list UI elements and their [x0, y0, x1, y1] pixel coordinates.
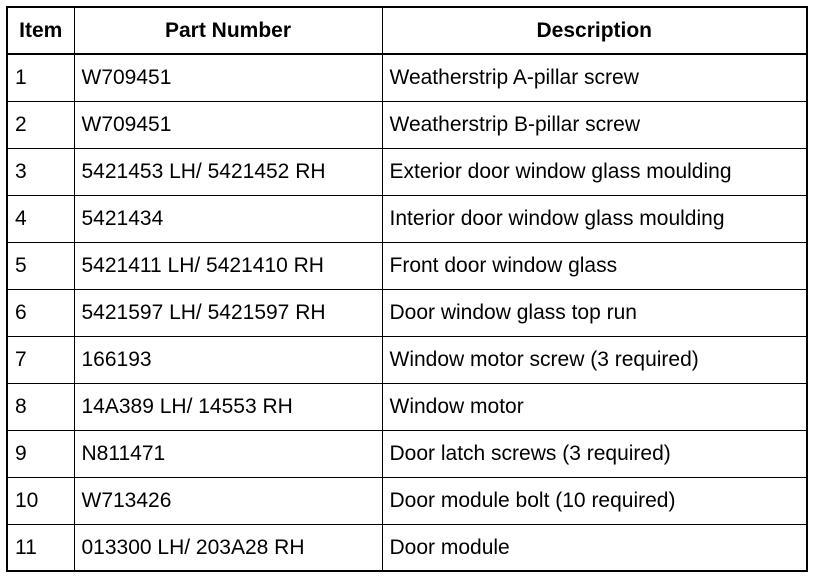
item-cell: 10 — [7, 477, 74, 524]
item-cell: 8 — [7, 383, 74, 430]
item-cell: 7 — [7, 336, 74, 383]
item-cell: 5 — [7, 242, 74, 289]
description-cell: Interior door window glass moulding — [382, 195, 807, 242]
column-header-part-number: Part Number — [74, 7, 382, 54]
table-row — [7, 148, 807, 195]
table-header-row — [7, 7, 807, 54]
part-number-cell: W713426 — [74, 477, 382, 524]
table-row — [7, 383, 807, 430]
column-header-item: Item — [7, 7, 74, 54]
item-cell: 4 — [7, 195, 74, 242]
table-row — [7, 195, 807, 242]
description-cell: Door latch screws (3 required) — [382, 430, 807, 477]
column-header-description: Description — [382, 7, 807, 54]
description-cell: Exterior door window glass moulding — [382, 148, 807, 195]
description-cell: Weatherstrip B-pillar screw — [382, 101, 807, 148]
part-number-cell: N811471 — [74, 430, 382, 477]
table-row — [7, 54, 807, 101]
table-row — [7, 242, 807, 289]
description-cell: Door window glass top run — [382, 289, 807, 336]
item-cell: 6 — [7, 289, 74, 336]
part-number-cell: 5421411 LH/ 5421410 RH — [74, 242, 382, 289]
item-cell: 3 — [7, 148, 74, 195]
description-cell: Window motor — [382, 383, 807, 430]
part-number-cell: 5421434 — [74, 195, 382, 242]
part-number-cell: 5421453 LH/ 5421452 RH — [74, 148, 382, 195]
description-cell: Window motor screw (3 required) — [382, 336, 807, 383]
part-number-cell: 013300 LH/ 203A28 RH — [74, 524, 382, 571]
item-cell: 2 — [7, 101, 74, 148]
description-cell: Door module bolt (10 required) — [382, 477, 807, 524]
table-row — [7, 430, 807, 477]
table-row — [7, 524, 807, 571]
part-number-cell: W709451 — [74, 101, 382, 148]
item-cell: 1 — [7, 54, 74, 101]
item-cell: 11 — [7, 524, 74, 571]
table-row — [7, 101, 807, 148]
description-cell: Front door window glass — [382, 242, 807, 289]
part-number-cell: 14A389 LH/ 14553 RH — [74, 383, 382, 430]
table-row — [7, 336, 807, 383]
part-number-cell: 5421597 LH/ 5421597 RH — [74, 289, 382, 336]
table-row — [7, 477, 807, 524]
item-cell: 9 — [7, 430, 74, 477]
description-cell: Door module — [382, 524, 807, 571]
description-cell: Weatherstrip A-pillar screw — [382, 54, 807, 101]
part-number-cell: 166193 — [74, 336, 382, 383]
parts-table — [6, 6, 808, 572]
table-row — [7, 289, 807, 336]
part-number-cell: W709451 — [74, 54, 382, 101]
